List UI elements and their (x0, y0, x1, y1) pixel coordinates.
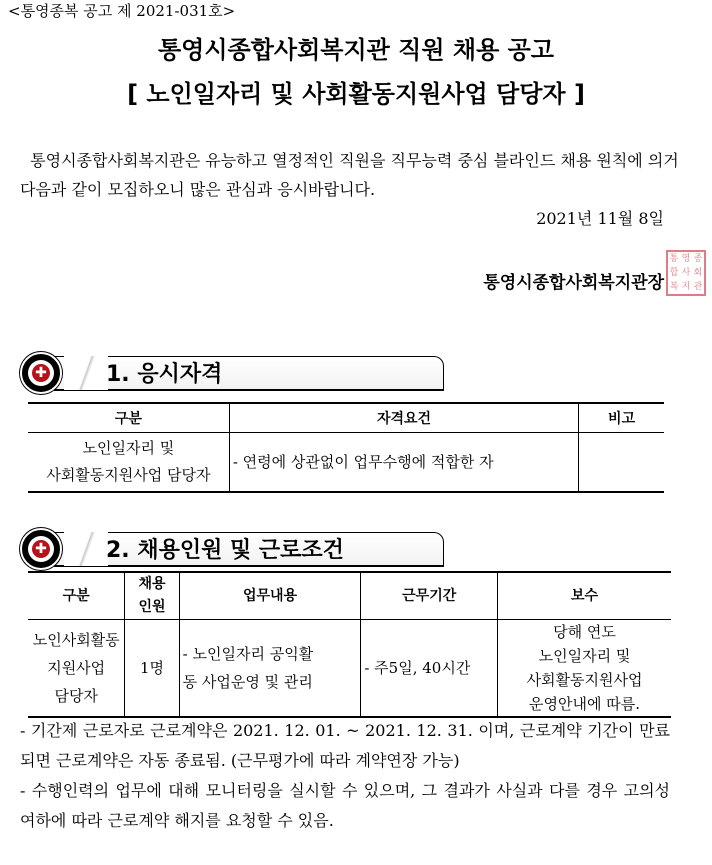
section-2-bar-slant (64, 532, 108, 566)
cell-count: 1명 (125, 620, 179, 718)
header-duties: 업무내용 (179, 572, 361, 620)
page-subtitle: [ 노인일자리 및 사회활동지원사업 담당자 ] (127, 80, 585, 108)
section-2-header (20, 528, 444, 566)
header-category: 구분 (28, 403, 229, 433)
note-monitoring: - 수행인력의 업무에 대해 모니터링을 실시할 수 있으며, 그 결과가 사실과 다를 경우 고의성 여하에 따라 근로계약 해지를 요청할 수 있음. (20, 781, 670, 830)
header-remark: 비고 (579, 403, 664, 433)
organization-name: 통영시종합사회복지관장 (483, 273, 664, 293)
table-header-row (28, 572, 671, 620)
cell-period: - 주5일, 40시간 (361, 620, 498, 718)
cell-category: 노인일자리 및 사회활동지원사업 담당자 (28, 433, 229, 493)
section-1-bar-slant (64, 356, 108, 390)
header-salary: 보수 (498, 572, 671, 620)
caritas-cross-emblem-icon: ✚ (20, 352, 62, 394)
intro-paragraph: 통영시종합사회복지관은 유능하고 열정적인 직원을 직무능력 중심 블라인드 채용 원칙에 의거 다음과 같이 모집하오니 많은 관심과 응시바랍니다. (20, 151, 679, 199)
qualification-table (28, 402, 664, 493)
section-1-header (20, 352, 444, 390)
table-row (28, 433, 664, 493)
table-row (28, 620, 671, 718)
header-category: 구분 (28, 572, 125, 620)
table-header-row (28, 403, 664, 433)
page-title: 통영시종합사회복지관 직원 채용 공고 (157, 36, 554, 64)
section-1-title: 1. 응시자격 (106, 362, 223, 387)
header-period: 근무기간 (361, 572, 498, 620)
header-requirement: 자격요건 (229, 403, 578, 433)
note-contract-period: - 기간제 근로자로 근로계약은 2021. 12. 01. ~ 2021. 12. 31. 이며, 근로계약 기간이 만료되면 근로계약은 자동 종료됨. (근무평가에 따라 계약연장 가능) (20, 721, 670, 770)
header-count: 채용 인원 (125, 572, 179, 620)
official-seal: 통 영 종 합 사 회 복 지 관 (666, 250, 706, 296)
employment-conditions-table (28, 571, 671, 718)
cell-duties: - 노인일자리 공익활 동 사업운영 및 관리 (179, 620, 361, 718)
notice-number: <통영종복 공고 제 2021-031호> (8, 2, 236, 20)
cell-category: 노인사회활동 지원사업 담당자 (28, 620, 125, 718)
notice-date: 2021년 11월 8일 (536, 209, 664, 228)
caritas-cross-emblem-icon: ✚ (20, 528, 62, 570)
cell-salary: 당해 연도 노인일자리 및 사회활동지원사업 운영안내에 따름. (498, 620, 671, 718)
notes-section (20, 716, 670, 836)
cell-remark (579, 433, 664, 493)
section-2-title: 2. 채용인원 및 근로조건 (106, 538, 344, 563)
cell-requirement: - 연령에 상관없이 업무수행에 적합한 자 (229, 433, 578, 493)
